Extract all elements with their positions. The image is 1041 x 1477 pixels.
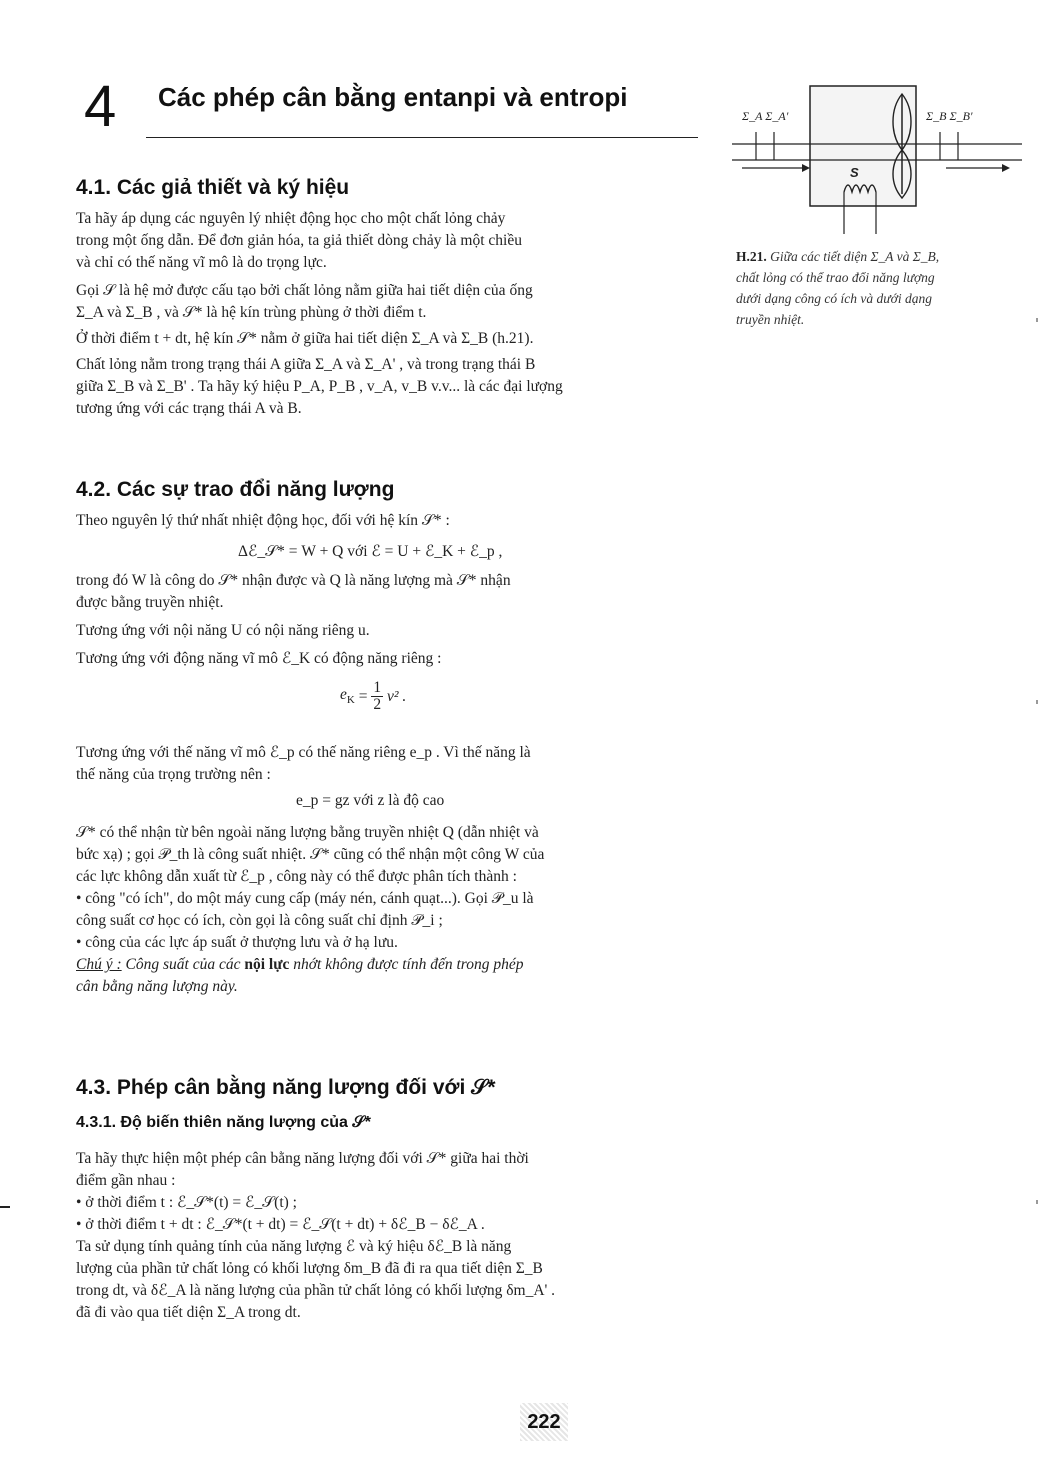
text-line: • ở thời điểm t + dt : ℰ_𝒮*(t + dt) = ℰ_𝒮(t + dt) + δℰ_B − δℰ_A . bbox=[76, 1216, 485, 1233]
section-4-1-body bbox=[76, 208, 700, 420]
text-line: Chất lỏng nằm trong trạng thái A giữa Σ_A và Σ_A' , và trong trạng thái B bbox=[76, 356, 536, 373]
chapter-rule bbox=[146, 137, 698, 138]
text-line: trong dt, và δℰ_A là năng lượng của phần tử chất lỏng có khối lượng δm_A' . bbox=[76, 1282, 556, 1299]
chapter-number: 4 bbox=[84, 74, 117, 139]
equation-energy-balance: Δℰ_𝒮* = W + Q với ℰ = U + ℰ_K + ℰ_p , bbox=[238, 543, 503, 560]
text-line: trong đó W là công do 𝒮* nhận được và Q là năng lượng mà 𝒮* nhận bbox=[76, 572, 511, 589]
section-4-2-body-a bbox=[76, 570, 700, 670]
text-line: bức xạ) ; gọi 𝒫_th là công suất nhiệt. 𝒮* cũng có thể nhận một công W của bbox=[76, 846, 545, 863]
scan-margin-mark bbox=[0, 1206, 10, 1208]
text-line: điểm gần nhau : bbox=[76, 1172, 176, 1189]
text-line: giữa Σ_B và Σ_B' . Ta hãy ký hiệu P_A, P_B , v_A, v_B v.v... là các đại lượng bbox=[76, 378, 563, 395]
text-line: Ta hãy thực hiện một phép cân bằng năng lượng đối với 𝒮* giữa hai thời bbox=[76, 1150, 529, 1167]
text-line: thế năng của trọng trường nên : bbox=[76, 766, 271, 783]
subsection-heading-4-3-1: 4.3.1. Độ biến thiên năng lượng của 𝒮* bbox=[76, 1114, 371, 1131]
caption-line: truyền nhiệt. bbox=[736, 312, 805, 327]
page-number: 222 bbox=[520, 1403, 568, 1441]
label-s: S bbox=[850, 165, 859, 180]
text-line: đã đi vào qua tiết diện Σ_A trong dt. bbox=[76, 1304, 301, 1321]
scan-tick bbox=[1036, 1200, 1038, 1204]
text-line: lượng của phần tử chất lỏng có khối lượng δm_B đã đi ra qua tiết diện Σ_B bbox=[76, 1260, 543, 1277]
text-line: • ở thời điểm t : ℰ_𝒮*(t) = ℰ_𝒮(t) ; bbox=[76, 1194, 297, 1211]
section-4-2-body-b bbox=[76, 742, 700, 786]
label-sigma-a: Σ_A Σ_A' bbox=[742, 109, 789, 123]
caption-line: chất lỏng có thể trao đổi năng lượng bbox=[736, 270, 935, 285]
section-heading-4-3: 4.3. Phép cân bằng năng lượng đối với 𝒮* bbox=[76, 1076, 496, 1099]
section-4-3-body bbox=[76, 1148, 700, 1324]
label-sigma-b: Σ_B Σ_B' bbox=[926, 109, 973, 123]
text-line: các lực không dẫn xuất từ ℰ_p , công này có thể được phân tích thành : bbox=[76, 868, 517, 885]
text-line: trong một ống dẫn. Để đơn giản hóa, ta giả thiết dòng chảy là một chiều bbox=[76, 232, 522, 249]
figure-h21 bbox=[732, 84, 1022, 242]
chapter-title: Các phép cân bằng entanpi và entropi bbox=[158, 82, 628, 112]
text-line: Σ_A và Σ_B , và 𝒮* là hệ kín trùng phùng ở thời điểm t. bbox=[76, 304, 427, 321]
text-line: được bằng truyền nhiệt. bbox=[76, 594, 224, 611]
text-line: Tương ứng với nội năng U có nội năng riêng u. bbox=[76, 622, 370, 639]
text-line: Ở thời điểm t + dt, hệ kín 𝒮* nằm ở giữa hai tiết diện Σ_A và Σ_B (h.21). bbox=[76, 330, 534, 347]
section-heading-4-2: 4.2. Các sự trao đổi năng lượng bbox=[76, 478, 395, 501]
text-line: • công "có ích", do một máy cung cấp (máy nén, cánh quạt...). Gọi 𝒫_u là bbox=[76, 890, 534, 907]
text-line: Tương ứng với thế năng vĩ mô ℰ_p có thế năng riêng e_p . Vì thế năng là bbox=[76, 744, 531, 761]
figure-caption bbox=[736, 246, 1021, 330]
text-line: công suất cơ học có ích, còn gọi là công suất chỉ định 𝒫_i ; bbox=[76, 912, 443, 929]
section-4-2-body-c bbox=[76, 822, 700, 998]
equation-potential-energy: e_p = gz với z là độ cao bbox=[296, 792, 445, 809]
text-line: Ta sử dụng tính quảng tính của năng lượng ℰ và ký hiệu δℰ_B là năng bbox=[76, 1238, 512, 1255]
caption-label: H.21. bbox=[736, 249, 767, 264]
text-line: Gọi 𝒮 là hệ mở được cấu tạo bởi chất lỏng nằm giữa hai tiết diện của ống bbox=[76, 282, 533, 299]
note-line: Chú ý : Công suất của các nội lực nhớt không được tính đến trong phép bbox=[76, 956, 524, 973]
note-line: cân bằng năng lượng này. bbox=[76, 978, 238, 995]
text-line: và chỉ có thế năng vĩ mô là do trọng lực. bbox=[76, 254, 327, 271]
note-label: Chú ý : bbox=[76, 956, 122, 973]
text-line: • công của các lực áp suất ở thượng lưu và ở hạ lưu. bbox=[76, 934, 398, 951]
text-line: Ta hãy áp dụng các nguyên lý nhiệt động học cho một chất lỏng chảy bbox=[76, 210, 506, 227]
text-line: tương ứng với các trạng thái A và B. bbox=[76, 400, 302, 417]
scan-tick bbox=[1036, 318, 1038, 322]
text-line: 𝒮* có thể nhận từ bên ngoài năng lượng bằng truyền nhiệt Q (dẫn nhiệt và bbox=[76, 824, 539, 841]
caption-line: dưới dạng công có ích và dưới dạng bbox=[736, 291, 932, 306]
scan-tick bbox=[1036, 700, 1038, 704]
section-4-2-intro: Theo nguyên lý thứ nhất nhiệt động học, đối với hệ kín 𝒮* : bbox=[76, 512, 450, 529]
equation-kinetic-energy: $e_K$ = $\frac{1}{2}$ v² . bbox=[340, 679, 407, 713]
text-line: Tương ứng với động năng vĩ mô ℰ_K có động năng riêng : bbox=[76, 650, 442, 667]
caption-line: Giữa các tiết diện Σ_A và Σ_B, bbox=[766, 249, 940, 264]
section-heading-4-1: 4.1. Các giả thiết và ký hiệu bbox=[76, 176, 350, 199]
